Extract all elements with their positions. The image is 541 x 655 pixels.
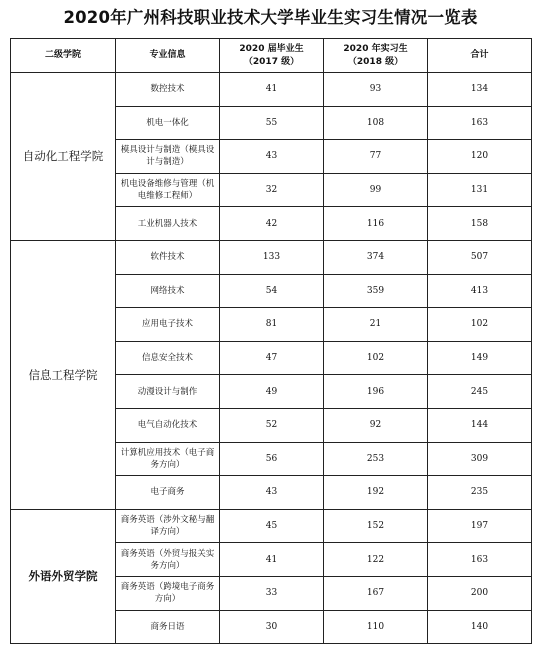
major-cell: 模具设计与制造（模具设计与制造）	[116, 140, 220, 174]
interns-cell: 21	[324, 308, 428, 342]
major-cell: 软件技术	[116, 240, 220, 274]
table-header-row	[11, 39, 532, 73]
table-row	[11, 240, 532, 274]
interns-cell: 167	[324, 576, 428, 610]
major-cell: 信息安全技术	[116, 341, 220, 375]
header-interns-line1: 2020 年实习生	[343, 43, 408, 54]
interns-cell: 122	[324, 543, 428, 577]
interns-cell: 196	[324, 375, 428, 409]
header-college: 二级学院	[11, 39, 116, 73]
major-cell: 工业机器人技术	[116, 207, 220, 241]
total-cell: 131	[428, 173, 532, 207]
header-interns	[324, 39, 428, 73]
major-cell: 机电一体化	[116, 106, 220, 140]
major-cell: 商务日语	[116, 610, 220, 644]
header-graduates-line2: （2017 级）	[243, 56, 300, 67]
total-cell: 158	[428, 207, 532, 241]
major-cell: 数控技术	[116, 73, 220, 107]
header-graduates	[220, 39, 324, 73]
interns-cell: 116	[324, 207, 428, 241]
total-cell: 197	[428, 509, 532, 543]
major-cell: 商务英语（涉外文秘与翻译方向）	[116, 509, 220, 543]
major-cell: 商务英语（跨境电子商务方向）	[116, 576, 220, 610]
total-cell: 149	[428, 341, 532, 375]
interns-cell: 92	[324, 408, 428, 442]
interns-cell: 374	[324, 240, 428, 274]
interns-cell: 77	[324, 140, 428, 174]
major-cell: 机电设备维修与管理（机电维修工程师）	[116, 173, 220, 207]
interns-cell: 110	[324, 610, 428, 644]
table-row	[11, 73, 532, 107]
graduates-cell: 133	[220, 240, 324, 274]
total-cell: 140	[428, 610, 532, 644]
interns-cell: 152	[324, 509, 428, 543]
graduates-cell: 30	[220, 610, 324, 644]
total-cell: 163	[428, 106, 532, 140]
total-cell: 134	[428, 73, 532, 107]
major-cell: 应用电子技术	[116, 308, 220, 342]
total-cell: 200	[428, 576, 532, 610]
graduates-cell: 47	[220, 341, 324, 375]
college-cell: 外语外贸学院	[11, 509, 116, 643]
graduates-cell: 41	[220, 543, 324, 577]
total-cell: 309	[428, 442, 532, 476]
interns-cell: 93	[324, 73, 428, 107]
header-graduates-line1: 2020 届毕业生	[239, 43, 304, 54]
interns-cell: 102	[324, 341, 428, 375]
graduates-cell: 81	[220, 308, 324, 342]
college-cell: 自动化工程学院	[11, 73, 116, 241]
major-cell: 网络技术	[116, 274, 220, 308]
graduates-cell: 55	[220, 106, 324, 140]
graduates-cell: 42	[220, 207, 324, 241]
total-cell: 235	[428, 476, 532, 510]
graduates-cell: 43	[220, 476, 324, 510]
college-cell: 信息工程学院	[11, 240, 116, 509]
interns-cell: 108	[324, 106, 428, 140]
header-interns-line2: （2018 级）	[347, 56, 404, 67]
graduates-cell: 32	[220, 173, 324, 207]
major-cell: 电气自动化技术	[116, 408, 220, 442]
major-cell: 计算机应用技术（电子商务方向）	[116, 442, 220, 476]
major-cell: 动漫设计与制作	[116, 375, 220, 409]
document-title: 2020年广州科技职业技术大学毕业生实习生情况一览表	[63, 8, 478, 27]
graduates-cell: 52	[220, 408, 324, 442]
total-cell: 163	[428, 543, 532, 577]
graduates-cell: 56	[220, 442, 324, 476]
major-cell: 电子商务	[116, 476, 220, 510]
graduates-cell: 41	[220, 73, 324, 107]
interns-cell: 359	[324, 274, 428, 308]
total-cell: 507	[428, 240, 532, 274]
total-cell: 120	[428, 140, 532, 174]
major-cell: 商务英语（外贸与报关实务方向）	[116, 543, 220, 577]
graduates-cell: 49	[220, 375, 324, 409]
interns-cell: 253	[324, 442, 428, 476]
total-cell: 245	[428, 375, 532, 409]
graduates-cell: 43	[220, 140, 324, 174]
table-row	[11, 509, 532, 543]
graduates-cell: 33	[220, 576, 324, 610]
interns-cell: 192	[324, 476, 428, 510]
graduates-cell: 54	[220, 274, 324, 308]
graduates-cell: 45	[220, 509, 324, 543]
header-major: 专业信息	[116, 39, 220, 73]
header-total: 合计	[428, 39, 532, 73]
total-cell: 413	[428, 274, 532, 308]
graduates-interns-table	[10, 38, 532, 644]
total-cell: 102	[428, 308, 532, 342]
interns-cell: 99	[324, 173, 428, 207]
total-cell: 144	[428, 408, 532, 442]
